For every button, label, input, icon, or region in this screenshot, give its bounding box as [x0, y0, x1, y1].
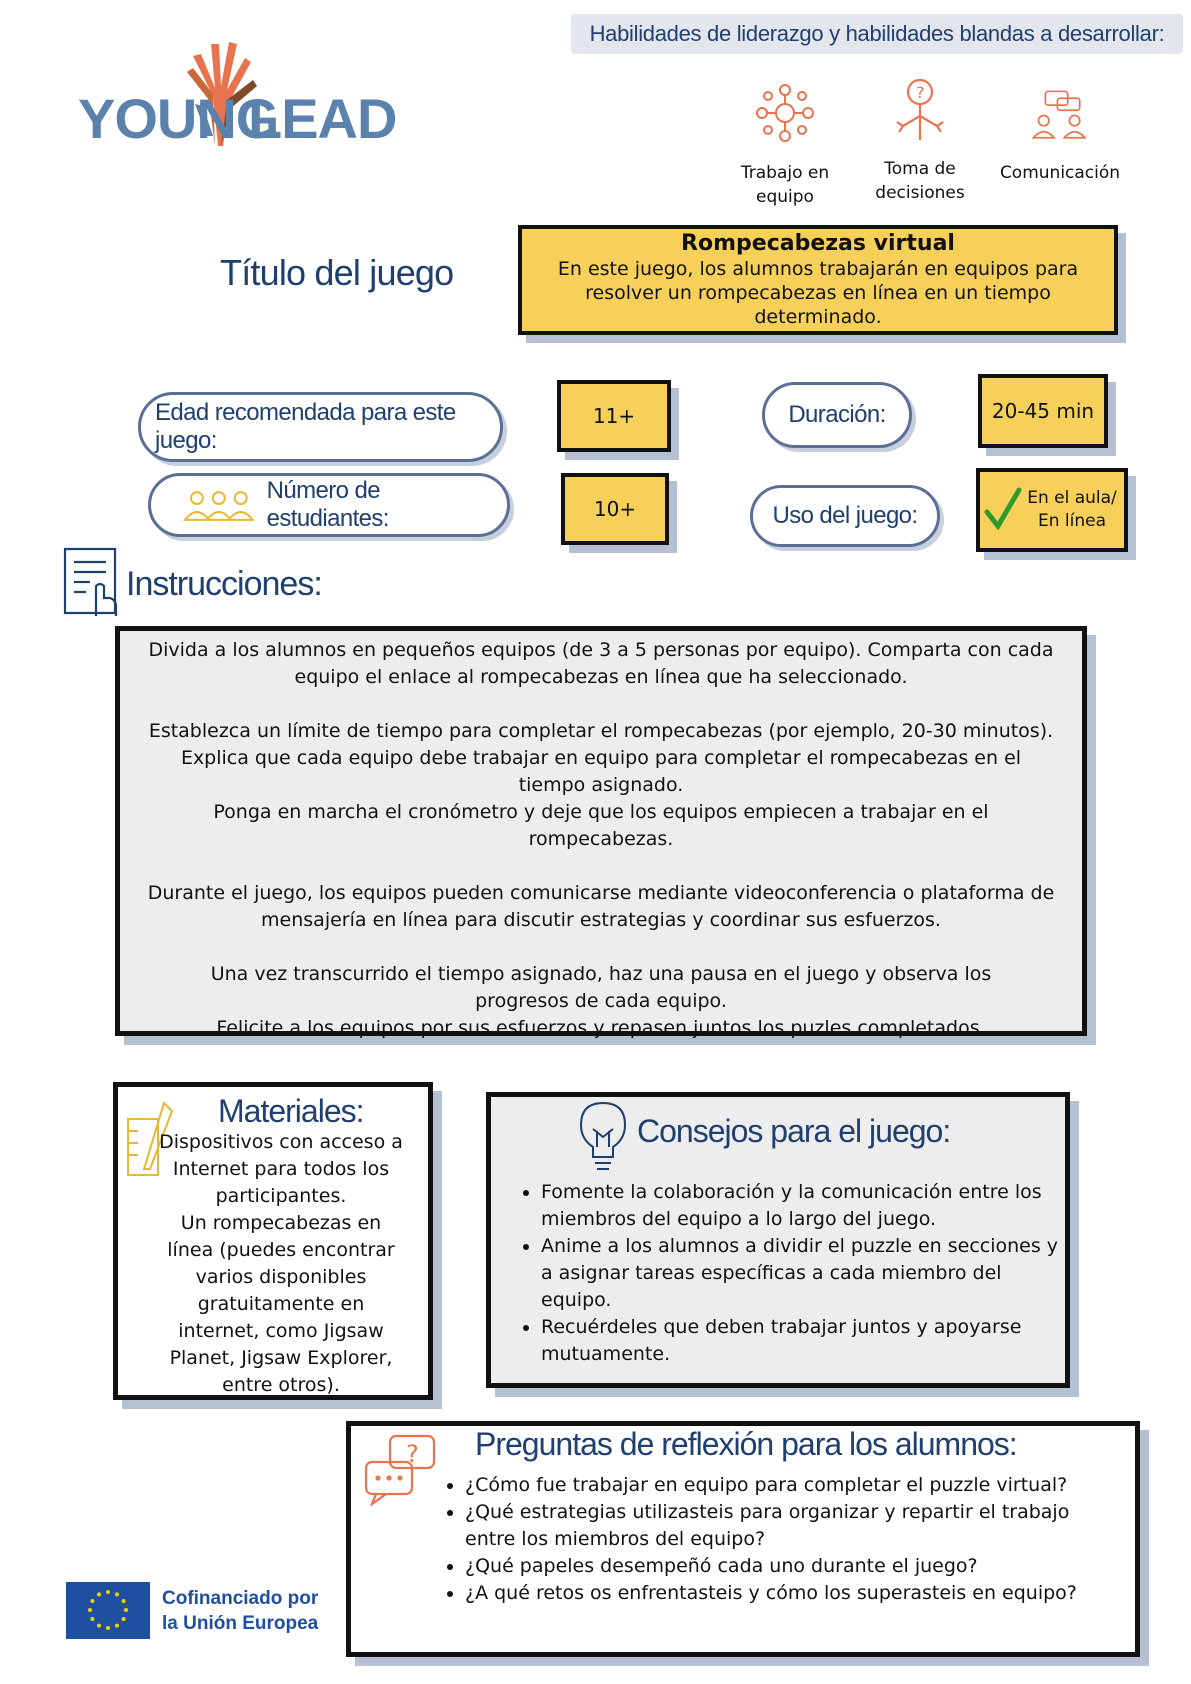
- instructions-icon: [62, 546, 120, 618]
- question-chat-icon: [362, 1432, 438, 1506]
- teamwork-icon: [750, 78, 820, 148]
- tips-heading: Consejos para el juego:: [637, 1113, 951, 1149]
- tip-item: • Fomente la colaboración y la comunicación entre los miembros del equipo a lo largo del juego.: [541, 1179, 1071, 1233]
- materials-item-1: Dispositivos con acceso a Internet para todos los participantes.: [159, 1131, 403, 1207]
- instruction-paragraph-1: Divida a los alumnos en pequeños equipos (de 3 a 5 personas por equipo). Comparta con cada equipo el enlace al rompecabezas en línea que ha seleccionado.: [148, 639, 1054, 688]
- tips-box: [486, 1092, 1070, 1388]
- svg-text:?: ?: [916, 83, 925, 102]
- students-group-icon: [183, 488, 255, 522]
- students-value-box: [561, 473, 669, 545]
- tip-item: • Anime a los alumnos a dividir el puzzle en secciones y a asignar tareas específicas a cada miembro del equipo.: [541, 1233, 1071, 1314]
- logo-word-lead: LEAD: [248, 87, 397, 150]
- tip-item: • Recuérdeles que deben trabajar juntos y apoyarse mutuamente.: [541, 1314, 1071, 1368]
- instruction-paragraph-4: Durante el juego, los equipos pueden comunicarse mediante videoconferencia o plataforma de mensajería en línea para discutir estrategias y coordinar sus esfuerzos.: [147, 882, 1055, 931]
- game-name: Rompecabezas virtual: [681, 231, 955, 256]
- age-value: 11+: [592, 404, 636, 428]
- game-title-label: Título del juego: [220, 252, 454, 293]
- eu-line-2: la Unión Europea: [162, 1613, 319, 1634]
- age-pill: [138, 392, 503, 462]
- materials-box: [113, 1082, 433, 1400]
- young-lead-logo: [78, 36, 397, 156]
- reflection-item: • ¿Qué papeles desempeñó cada uno durante el juego?: [465, 1553, 1085, 1580]
- eu-flag-icon: [66, 1582, 150, 1639]
- decision-icon: [885, 74, 955, 144]
- reflection-list: [439, 1472, 1085, 1607]
- logo-word-young: YOUNG: [78, 87, 279, 150]
- skill-decisions-label: Toma de decisiones: [875, 159, 965, 203]
- skill-teamwork: [725, 78, 845, 209]
- instruction-paragraph-3: Ponga en marcha el cronómetro y deje que los equipos empiecen a trabajar en el rompecabezas.: [213, 801, 989, 850]
- reflection-item: • ¿Qué estrategias utilizasteis para organizar y repartir el trabajo entre los miembros del equipo?: [465, 1499, 1085, 1553]
- duration-pill: [762, 382, 912, 448]
- materials-item-2: Un rompecabezas en línea (puedes encontrar varios disponibles gratuitamente en internet, como Jigsaw Planet, Jigsaw Explorer, entre otros).: [167, 1212, 395, 1396]
- students-pill: [148, 473, 510, 537]
- use-value-line2: En línea: [1037, 511, 1106, 531]
- duration-label: Duración:: [788, 401, 886, 428]
- use-value-box: [976, 468, 1128, 552]
- use-pill: [750, 485, 940, 547]
- reflection-item: • ¿A qué retos os enfrentasteis y cómo los superasteis en equipo?: [465, 1580, 1085, 1607]
- use-value-line1: En el aula/: [1027, 488, 1117, 508]
- game-description: En este juego, los alumnos trabajarán en equipos para resolver un rompecabezas en línea en un tiempo determinado.: [557, 258, 1079, 328]
- instruction-paragraph-5: Una vez transcurrido el tiempo asignado, haz una pausa en el juego y observa los progresos de cada equipo.: [210, 963, 992, 1012]
- checkmark-icon: [984, 486, 1022, 530]
- skill-communication: [985, 88, 1135, 185]
- tips-list: [515, 1179, 1071, 1368]
- students-label: Número de estudiantes:: [266, 477, 389, 532]
- svg-text:?: ?: [406, 1440, 419, 1468]
- skills-title: Habilidades de liderazgo y habilidades blandas a desarrollar:: [589, 21, 1165, 46]
- reflection-box: [346, 1421, 1140, 1657]
- duration-value-box: [978, 374, 1108, 448]
- students-value: 10+: [593, 497, 637, 521]
- game-name-box: [518, 225, 1118, 335]
- instructions-box: [115, 626, 1087, 1039]
- age-label: Edad recomendada para este juego:: [155, 399, 456, 454]
- skills-banner: [571, 14, 1183, 54]
- use-label: Uso del juego:: [772, 502, 918, 529]
- duration-value: 20-45 min: [991, 399, 1095, 423]
- skill-communication-label: Comunicación: [999, 163, 1121, 183]
- age-value-box: [557, 380, 671, 452]
- instructions-heading: Instrucciones:: [126, 565, 322, 603]
- eu-cofunded-logo: [66, 1582, 336, 1642]
- materials-list: [156, 1129, 406, 1399]
- eu-line-1: Cofinanciado por: [162, 1588, 319, 1609]
- skill-teamwork-label: Trabajo en equipo: [740, 163, 830, 207]
- communication-icon: [1025, 88, 1095, 148]
- instruction-paragraph-2: Establezca un límite de tiempo para completar el rompecabezas (por ejemplo, 20-30 minutos). Explica que cada equipo debe trabajar en equipo para completar el rompecabezas en el tiempo asignado.: [148, 720, 1054, 796]
- lightbulb-icon: [575, 1099, 631, 1175]
- materials-heading: Materiales:: [218, 1093, 364, 1129]
- reflection-item: • ¿Cómo fue trabajar en equipo para completar el puzzle virtual?: [465, 1472, 1085, 1499]
- reflection-heading: Preguntas de reflexión para los alumnos:: [475, 1426, 1017, 1462]
- skill-decisions: [855, 74, 985, 205]
- instruction-paragraph-6: Felicite a los equipos por sus esfuerzos y repasen juntos los puzles completados.: [216, 1017, 986, 1039]
